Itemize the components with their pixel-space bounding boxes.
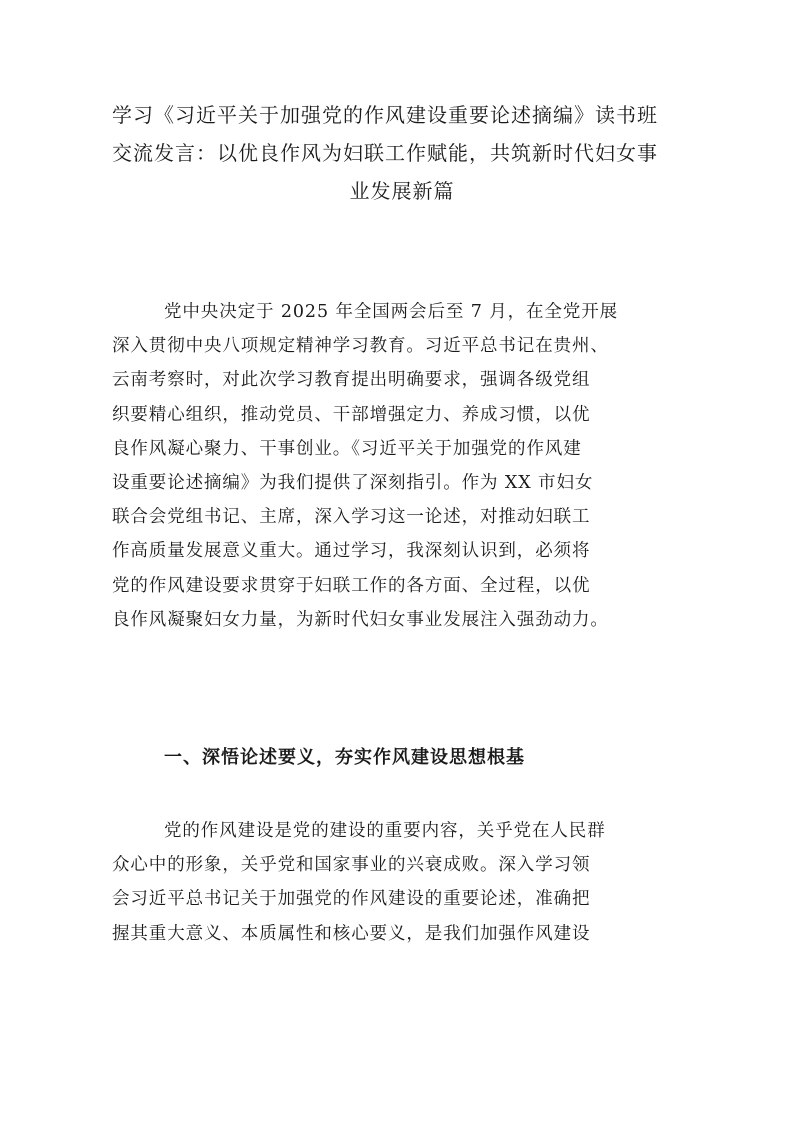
paragraph-line: 作高质量发展意义重大。通过学习，我深刻认识到，必须将 <box>112 541 591 562</box>
paragraph-line: 党的作风建设要求贯穿于妇联工作的各方面、全过程，以优 <box>112 575 591 596</box>
title-line: 交流发言：以优良作风为妇联工作赋能，共筑新时代妇女事 <box>112 141 658 165</box>
paragraph-2 <box>112 814 702 951</box>
paragraph-line: 联合会党组书记、主席，深入学习这一论述，对推动妇联工 <box>112 507 591 528</box>
paragraph-line: 会习近平总书记关于加强党的作风建设的重要论述，准确把 <box>112 889 591 910</box>
paragraph-line: 良作风凝聚妇女力量，为新时代妇女事业发展注入强劲动力。 <box>112 609 609 630</box>
paragraph-line: 设重要论述摘编》为我们提供了深刻指引。作为 XX 市妇女 <box>112 473 594 494</box>
document-title <box>112 96 692 210</box>
paragraph-line: 众心中的形象，关乎党和国家事业的兴衰成败。深入学习领 <box>112 855 591 876</box>
paragraph-line: 云南考察时，对此次学习教育提出明确要求，强调各级党组 <box>112 370 591 391</box>
paragraph-line: 良作风凝心聚力、干事创业。《习近平关于加强党的作风建 <box>112 438 582 459</box>
paragraph-line: 织要精心组织，推动党员、干部增强定力、养成习惯，以优 <box>112 404 591 425</box>
intro-paragraph <box>112 295 702 637</box>
section-1-paragraph <box>112 814 702 951</box>
title-line: 学习《习近平关于加强党的作风建设重要论述摘编》读书班 <box>112 103 658 127</box>
paragraph-line: 党中央决定于 2025 年全国两会后至 7 月，在全党开展 <box>164 302 619 322</box>
title-line: 业发展新篇 <box>349 179 455 203</box>
paragraph-line: 党的作风建设是党的建设的重要内容，关乎党在人民群 <box>164 821 606 841</box>
paragraph-line: 握其重大意义、本质属性和核心要义，是我们加强作风建设 <box>112 923 591 944</box>
paragraph-line: 深入贯彻中央八项规定精神学习教育。习近平总书记在贵州、 <box>112 336 609 357</box>
section-heading: 一、深悟论述要义，夯实作风建设思想根基 <box>164 747 525 768</box>
paragraph-1 <box>112 295 702 637</box>
section-1-heading-block <box>112 741 702 775</box>
